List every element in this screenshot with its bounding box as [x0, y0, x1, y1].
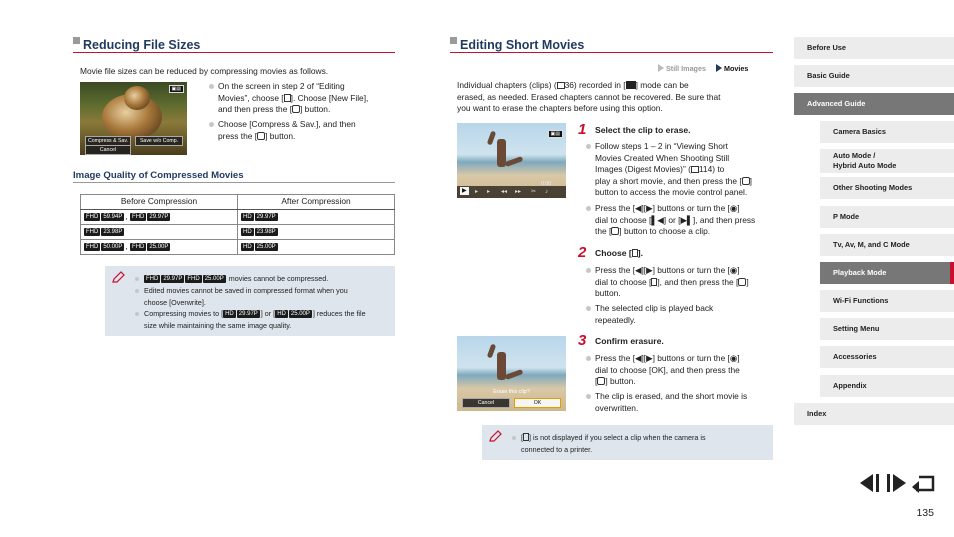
camera-screen-erase-confirm [457, 336, 566, 411]
control-icon[interactable]: ♪ [545, 189, 548, 195]
nav-accessories[interactable] [820, 346, 954, 368]
movie-format-badge: HD [225, 311, 234, 318]
text: Choose [ [595, 248, 632, 258]
text: Compressing movies to [ [144, 309, 224, 318]
pencil-note-icon [488, 430, 502, 444]
text: choose [Overwrite]. [144, 297, 206, 307]
left-button-icon: ◀ [635, 265, 642, 275]
nav-label: Setting Menu [833, 324, 880, 333]
pencil-note-icon [111, 271, 125, 285]
screen-badge: ▣▤ [548, 130, 563, 138]
table-heading: Image Quality of Compressed Movies [73, 169, 395, 183]
text: connected to a printer. [521, 444, 593, 454]
control-icon[interactable]: ✂ [531, 189, 537, 195]
text: and then press the [ [218, 104, 293, 115]
step-title: Select the clip to erase. [595, 125, 691, 135]
bullet-clip-erased [586, 391, 776, 414]
compress-save-button[interactable]: Compress & Sav. [85, 136, 131, 146]
text: overwritten. [595, 402, 639, 413]
movie-rate-badge: 29.97P [238, 311, 258, 318]
section-header-reducing [73, 37, 395, 53]
nav-wifi-functions[interactable] [820, 290, 954, 312]
dog-head [124, 86, 150, 110]
bullet-press-buttons [586, 203, 776, 238]
nav-label: Index [807, 409, 827, 418]
movie-rate-badge: 50.00P [103, 243, 123, 250]
movie-format-badge: FHD [132, 213, 145, 220]
text: ][ [641, 265, 647, 275]
text: 114) to [698, 164, 725, 175]
note-line [135, 285, 393, 308]
step-number: 2 [578, 244, 587, 261]
bullet-compress-save [209, 119, 401, 142]
text: ], and then press [692, 214, 756, 225]
movie-rate-badge: 29.97P [256, 213, 276, 220]
movie-format-badge: HD [277, 311, 286, 318]
play-icon [716, 64, 722, 72]
nav-index[interactable] [794, 403, 954, 425]
nav-label: Basic Guide [807, 71, 850, 80]
text: Choose [Compress & Sav.], and then [218, 119, 356, 129]
text: ][ [641, 203, 647, 213]
text: ] [749, 175, 752, 186]
text: ] button. [605, 376, 636, 387]
nav-appendix[interactable] [820, 375, 954, 397]
right-button-icon: ▶ [646, 265, 653, 275]
text: ]. Choose [New File], [290, 92, 369, 103]
section-marker [450, 37, 457, 44]
person-arm [487, 131, 496, 146]
ok-button[interactable]: OK [514, 398, 561, 408]
dial-icon: ◉ [729, 203, 738, 213]
text: ] buttons or turn the [ [652, 265, 730, 275]
text: ] or [ [663, 214, 681, 225]
nav-label: Before Use [807, 43, 847, 52]
note-line [512, 432, 770, 455]
text: 36) recorded in [ [564, 80, 626, 90]
bullet-played-back [586, 303, 776, 326]
right-arrow-icon[interactable] [885, 473, 907, 493]
intro-text [457, 80, 775, 115]
play-control-icon[interactable]: ▶ [462, 188, 467, 194]
movie-rate-badge: 59.94P [103, 213, 123, 220]
table-cell [81, 225, 238, 240]
text: The selected clip is played back [595, 303, 714, 313]
text: ] buttons or turn the [ [652, 203, 730, 213]
text: Images (Digest Movies)” ( [595, 164, 691, 175]
nav-label: P Mode [833, 212, 860, 221]
text: ] button to choose a clip. [619, 226, 711, 237]
text: ] [737, 203, 740, 213]
text: the [ [595, 226, 612, 237]
dial-icon: ◉ [729, 353, 738, 363]
time-display: 0:00 [541, 181, 552, 187]
movie-format-badge: FHD [86, 213, 99, 220]
left-button-icon: ◀ [635, 203, 642, 213]
digest-mode-icon [626, 81, 636, 89]
text: ] button. [265, 130, 296, 141]
table-cell [238, 210, 395, 225]
section-marker [73, 37, 80, 44]
text: ] reduces the file [312, 309, 366, 318]
next-clip-icon: ▶▌ [680, 214, 693, 225]
nav-label-line2: Hybrid Auto Mode [833, 161, 897, 170]
text: Press the [ [595, 353, 636, 363]
text: Press the [ [595, 265, 636, 275]
text: repeatedly. [595, 314, 636, 325]
text: Press the [ [595, 203, 636, 213]
screen-badge: ▣▤ [169, 85, 184, 93]
text: The clip is erased, and the short movie is [595, 391, 748, 401]
movie-rate-badge: 25.00P [256, 243, 276, 250]
movie-format-badge: FHD [187, 276, 200, 283]
text: play a short movie, and then press the [ [595, 175, 742, 186]
movie-format-badge: HD [243, 213, 252, 220]
text: ]. [637, 248, 644, 258]
table-row [81, 225, 395, 240]
movie-format-badge: FHD [132, 243, 145, 250]
page-number: 135 [916, 507, 934, 519]
table-header-row [81, 195, 395, 210]
text: button. [595, 288, 621, 299]
text: ] is not displayed if you select a clip when the camera is [529, 433, 706, 442]
note-line [135, 308, 393, 331]
movie-rate-badge: 25.00P [149, 243, 169, 250]
text: Edited movies cannot be saved in compressed format when you [144, 286, 348, 295]
bullet-choose-ok [586, 353, 776, 388]
nav-label: Camera Basics [833, 127, 887, 136]
text: size while maintaining the same image quality. [144, 320, 292, 330]
book-ref-icon [557, 82, 565, 89]
text: ] button. [300, 104, 331, 115]
camera-screen-compress [80, 82, 187, 155]
intro-text: Movie file sizes can be reduced by compressing movies as follows. [80, 66, 329, 76]
table-row [81, 240, 395, 255]
person-leg [505, 156, 524, 167]
section-title: Editing Short Movies [460, 38, 585, 52]
prev-clip-icon: ▌◀ [651, 214, 664, 225]
text: erased, as needed. Erased chapters cannot be recovered. Be sure that [457, 91, 721, 102]
control-icon[interactable]: ▸▸ [515, 189, 522, 195]
text: ] buttons or turn the [ [652, 353, 730, 363]
movie-format-badge: HD [243, 243, 252, 250]
movie-rate-badge: 29.97P [149, 213, 169, 220]
nav-label: Other Shooting Modes [833, 183, 913, 192]
note-box-printer [482, 425, 773, 460]
step-number: 3 [578, 332, 587, 349]
func-set-icon [257, 132, 265, 140]
nav-other-shooting-modes[interactable] [820, 177, 954, 199]
nav-label: Playback Mode [833, 268, 887, 277]
left-arrow-icon[interactable] [859, 473, 881, 493]
text: ], and then press the [ [657, 276, 739, 287]
table-cell: FHD 59.94P , FHD 29.97P [81, 210, 238, 225]
nav-basic-guide[interactable] [794, 65, 954, 87]
nav-label: Advanced Guide [807, 99, 866, 108]
text: dial to choose [ [595, 214, 652, 225]
text: Individual chapters (clips) ( [457, 80, 557, 90]
cancel-button[interactable]: Cancel [462, 398, 510, 408]
play-icon [658, 64, 664, 72]
table-cell [238, 225, 395, 240]
text: dial to choose [OK], and then press the [595, 364, 740, 375]
text: Follow steps 1 – 2 in “Viewing Short [595, 141, 728, 151]
control-icon[interactable]: ▸ [487, 189, 491, 195]
bullet-choose-new-file [209, 81, 401, 116]
text: press the [ [218, 130, 258, 141]
nav-setting-menu[interactable] [820, 318, 954, 340]
nav-label: Wi-Fi Functions [833, 296, 889, 305]
camera-screen-select-clip [457, 123, 566, 198]
movie-control-panel [457, 186, 566, 198]
table-row [81, 210, 395, 225]
text: ] [746, 276, 749, 287]
nav-before-use[interactable] [794, 37, 954, 59]
dial-icon: ◉ [729, 265, 738, 275]
movie-format-badge: FHD [86, 228, 99, 235]
step-title [595, 248, 775, 259]
nav-playback-mode[interactable] [820, 262, 954, 284]
step-title: Confirm erasure. [595, 336, 664, 346]
movie-format-badge: FHD [86, 243, 99, 250]
bullet-follow-steps [586, 141, 776, 199]
text: Movies Created When Shooting Still [595, 152, 730, 163]
text: movies cannot be compressed. [226, 274, 329, 283]
note-box-compress [105, 266, 395, 336]
left-button-icon: ◀ [635, 353, 642, 363]
active-indicator [950, 262, 954, 284]
section-header-editing [450, 37, 773, 53]
right-button-icon: ▶ [646, 203, 653, 213]
movie-rate-badge: 23.98P [103, 228, 123, 235]
nav-advanced-guide[interactable] [794, 93, 954, 115]
func-set-icon [292, 105, 300, 113]
cancel-button[interactable]: Cancel [85, 145, 131, 155]
nav-tv-av-m-c-mode[interactable] [820, 234, 954, 256]
text: ] [737, 265, 740, 275]
text: you want to erase the chapters before using this option. [457, 103, 663, 114]
erase-prompt: Erase this clip? [493, 389, 530, 395]
movie-rate-badge: 25.00P [204, 276, 224, 283]
nav-camera-basics[interactable] [820, 121, 954, 143]
section-title: Reducing File Sizes [83, 38, 201, 52]
text: ] [737, 353, 740, 363]
control-icon[interactable]: ▸ [475, 189, 479, 195]
movie-rate-badge: 25.00P [290, 311, 310, 318]
text: On the screen in step 2 of “Editing [218, 81, 345, 91]
step-number: 1 [578, 121, 587, 138]
nav-label [833, 151, 896, 171]
col-before: Before Compression [81, 195, 238, 210]
text: ] or [ [260, 309, 276, 318]
text: dial to choose [ [595, 276, 652, 287]
mode-still-images: Still Images [666, 64, 706, 73]
movie-rate-badge: 23.98P [256, 228, 276, 235]
note-line [135, 273, 390, 285]
movie-format-badge: HD [243, 228, 252, 235]
text: Movies”, choose [ [218, 92, 284, 103]
func-set-icon [742, 177, 750, 185]
save-without-compress-button[interactable]: Save w/o Comp. [135, 136, 183, 146]
text: ][ [641, 353, 647, 363]
edit-icon [284, 94, 291, 102]
text: [ [521, 433, 523, 442]
text: [ [595, 376, 598, 387]
mode-movies: Movies [723, 64, 749, 73]
nav-label: Accessories [833, 352, 877, 361]
col-after: After Compression [238, 195, 395, 210]
nav-p-mode[interactable] [820, 206, 954, 228]
right-button-icon: ▶ [646, 353, 653, 363]
movie-rate-badge: 29.97P [163, 276, 183, 283]
nav-label-line1: Auto Mode / [833, 151, 876, 160]
bullet-choose-trash [586, 265, 776, 300]
table-cell [238, 240, 395, 255]
person-arm [487, 344, 496, 359]
control-icon[interactable]: ◂◂ [501, 189, 508, 195]
nav-auto-mode[interactable] [820, 149, 954, 173]
text: button to access the movie control panel. [595, 187, 748, 198]
text: ] mode can be [635, 80, 689, 90]
movie-format-badge: FHD [146, 276, 159, 283]
compression-table [80, 194, 395, 255]
nav-label: Tv, Av, M, and C Mode [833, 240, 910, 249]
person-leg [505, 369, 524, 380]
mode-indicator [658, 64, 774, 74]
return-icon[interactable] [911, 473, 935, 493]
nav-label: Appendix [833, 381, 867, 390]
book-ref-icon [691, 166, 699, 173]
table-cell: FHD 50.00P , FHD 25.00P [81, 240, 238, 255]
